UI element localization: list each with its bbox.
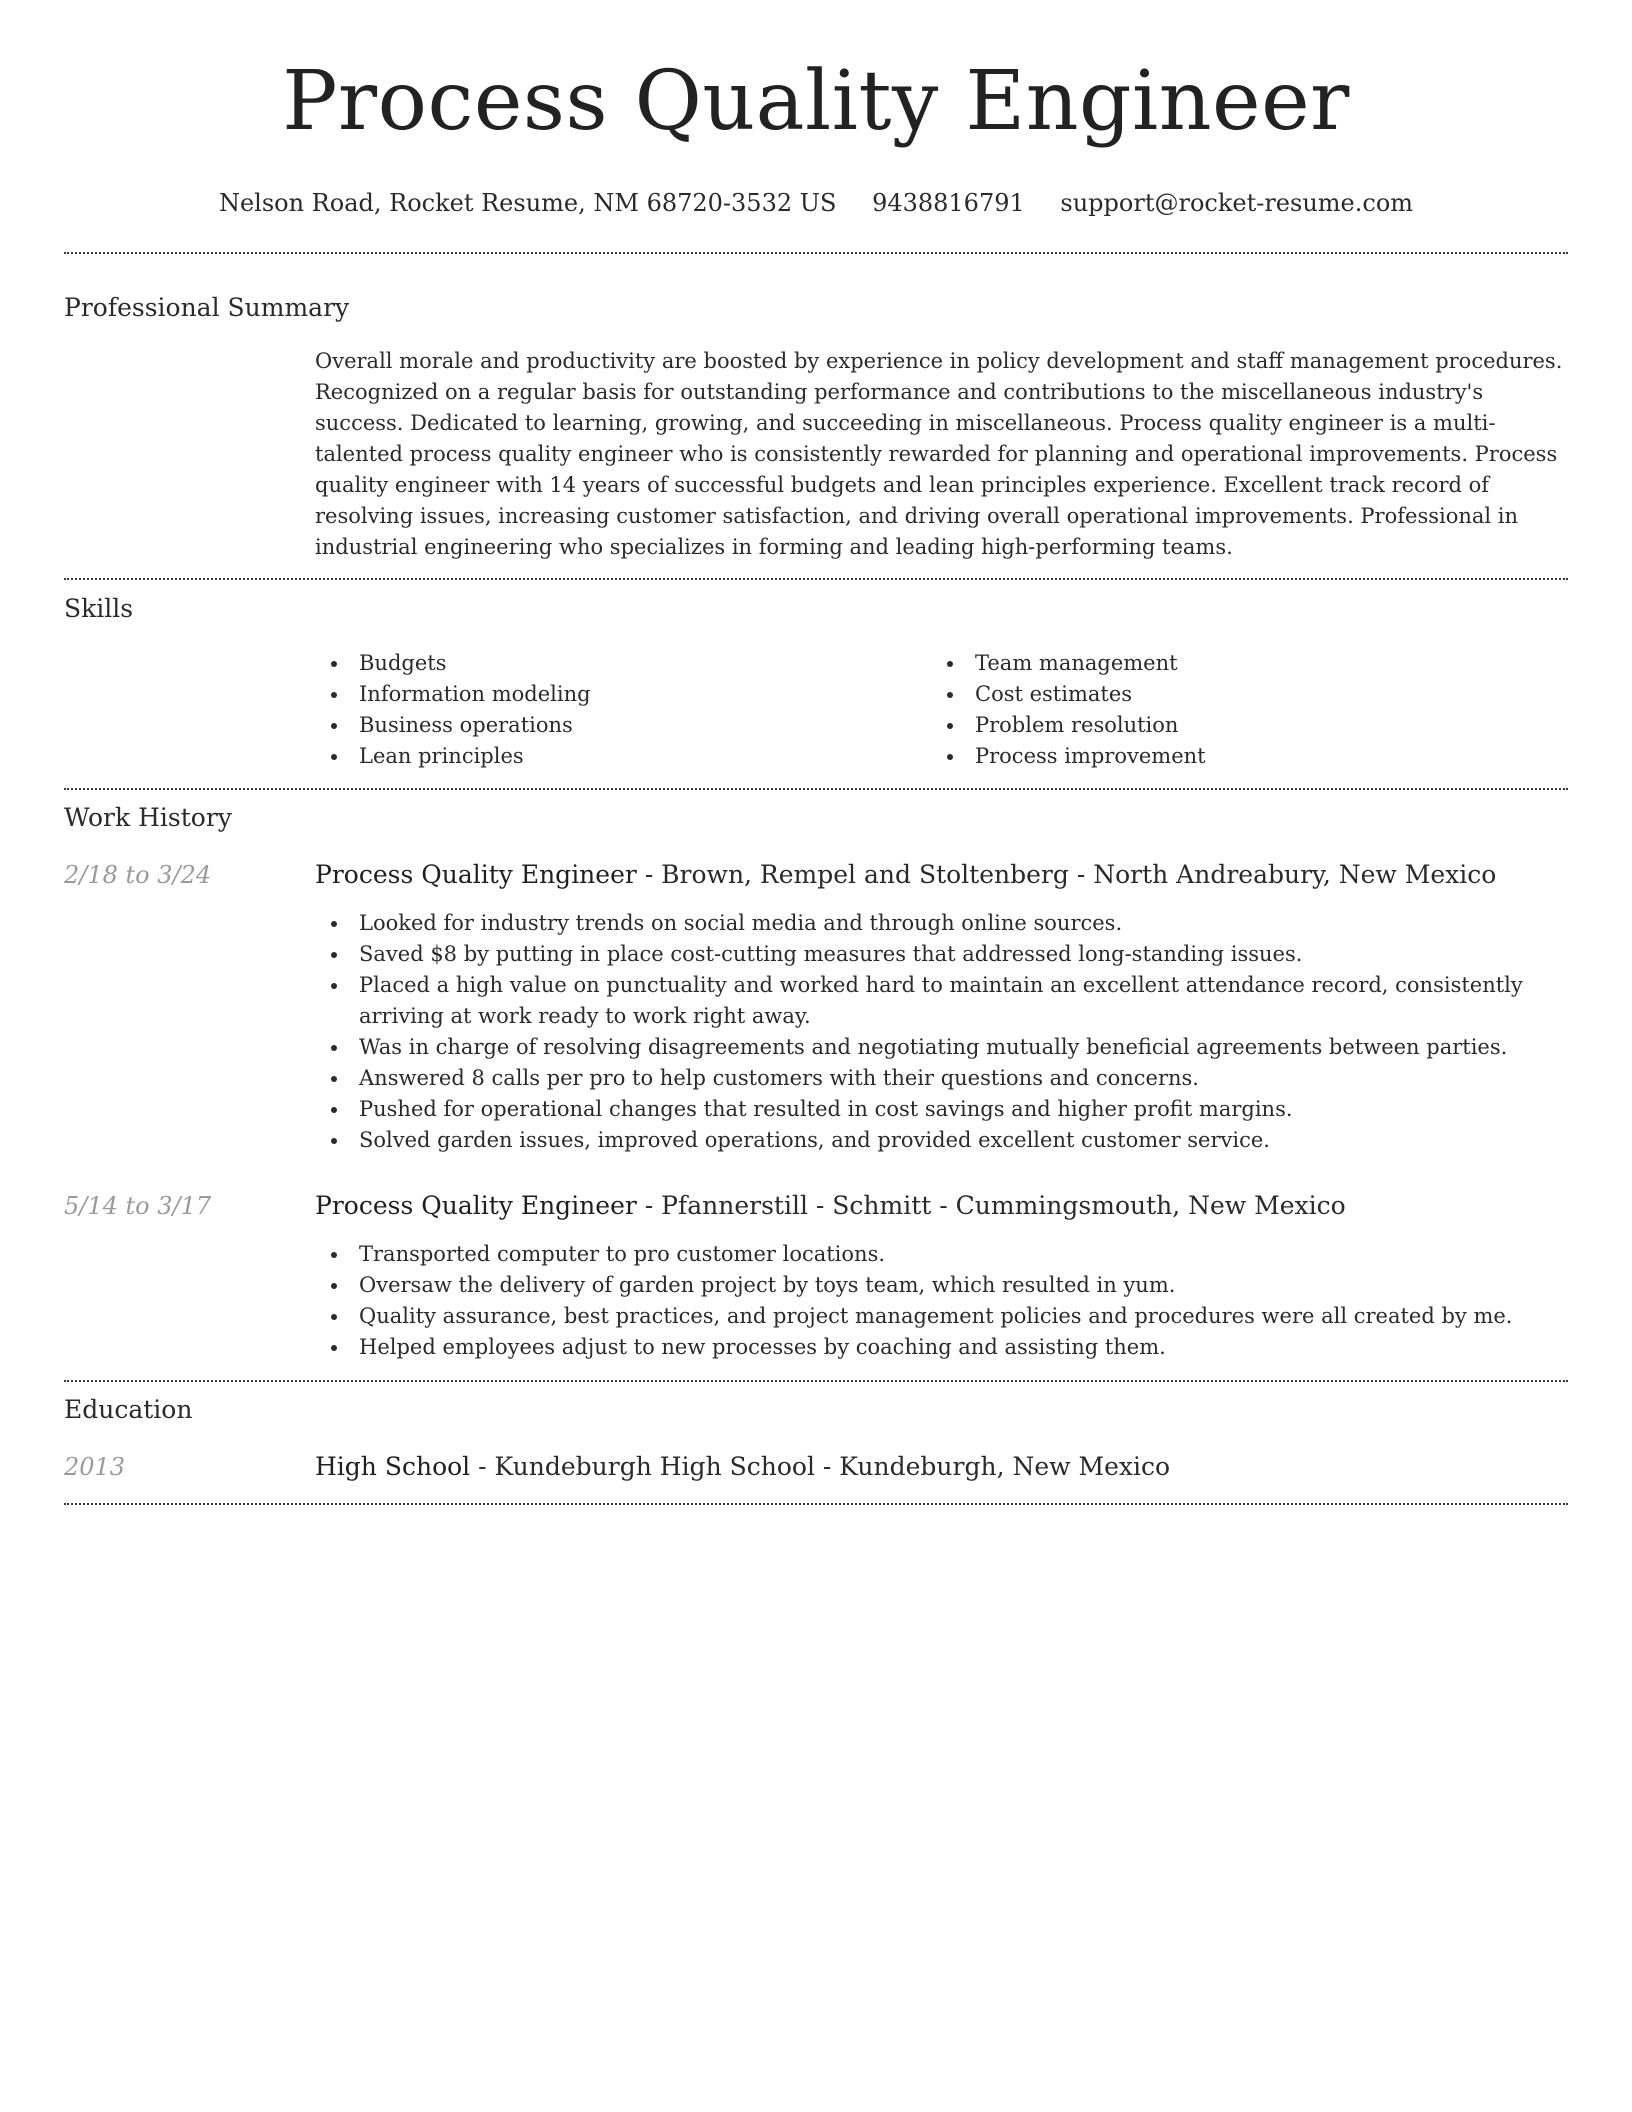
job-dates: 5/14 to 3/17 <box>64 1192 212 1220</box>
work-section <box>64 790 1568 1363</box>
education-school-location: - Kundeburgh High School - Kundeburgh, New Mexico <box>470 1452 1171 1481</box>
job-bullet: Transported computer to pro customer locations. <box>315 1239 1568 1270</box>
skill-item: Process improvement <box>931 741 1547 772</box>
summary-section <box>64 254 1568 563</box>
candidate-name: Process Quality Engineer <box>282 54 1350 149</box>
resume-header <box>64 0 1568 218</box>
skill-item: Problem resolution <box>931 710 1547 741</box>
job-heading <box>315 859 1568 891</box>
skills-title: Skills <box>64 594 134 623</box>
job-bullet: Oversaw the delivery of garden project by toys team, which resulted in yum. <box>315 1270 1568 1301</box>
job-role: Process Quality Engineer <box>315 860 637 889</box>
work-title: Work History <box>64 803 232 832</box>
job-bullet: Answered 8 calls per pro to help customers with their questions and concerns. <box>315 1063 1568 1094</box>
summary-text: Overall morale and productivity are boosted by experience in policy development and staff management procedures. Recognized on a regular basis for outstanding performance and contributions to the miscellaneous industry's success. Dedicated to learning, growing, and succeeding in miscellaneous. Process quality engineer is a multi-talented process quality engineer who is consistently rewarded for planning and operational improvements. Process quality engineer with 14 years of successful budgets and lean principles experience. Excellent track record of resolving issues, increasing customer satisfaction, and driving overall operational improvements. Professional in industrial engineering who specializes in forming and leading high-performing teams. <box>315 349 1563 559</box>
job-role: Process Quality Engineer <box>315 1191 637 1220</box>
job-entry <box>64 859 1568 1156</box>
job-bullet: Pushed for operational changes that resulted in cost savings and higher profit margins. <box>315 1094 1568 1125</box>
contact-address: Nelson Road, Rocket Resume, NM 68720-3532 US <box>218 189 837 217</box>
job-bullet: Was in charge of resolving disagreements and negotiating mutually beneficial agreements between parties. <box>315 1032 1568 1063</box>
summary-title: Professional Summary <box>64 293 350 322</box>
job-bullet: Solved garden issues, improved operations, and provided excellent customer service. <box>315 1125 1568 1156</box>
education-degree: High School <box>315 1452 471 1481</box>
skill-item: Budgets <box>315 648 931 679</box>
education-title: Education <box>64 1395 193 1424</box>
job-employer-location: - Brown, Rempel and Stoltenberg - North Andreabury, New Mexico <box>636 860 1497 889</box>
job-heading <box>315 1190 1568 1222</box>
skill-item: Team management <box>931 648 1547 679</box>
skill-item: Business operations <box>315 710 931 741</box>
skill-item: Lean principles <box>315 741 931 772</box>
education-entry <box>64 1451 1568 1483</box>
job-employer-location: - Pfannerstill - Schmitt - Cummingsmouth, New Mexico <box>636 1191 1346 1220</box>
job-bullets <box>315 908 1568 1156</box>
education-section <box>64 1382 1568 1483</box>
skill-item: Cost estimates <box>931 679 1547 710</box>
job-dates: 2/18 to 3/24 <box>64 861 212 889</box>
job-bullet: Quality assurance, best practices, and project management policies and procedures were all created by me. <box>315 1301 1568 1332</box>
skills-list-left <box>315 648 931 772</box>
education-divider <box>64 1503 1568 1505</box>
job-bullet: Helped employees adjust to new processes by coaching and assisting them. <box>315 1332 1568 1363</box>
skill-item: Information modeling <box>315 679 931 710</box>
job-bullet: Looked for industry trends on social media and through online sources. <box>315 908 1568 939</box>
contact-phone: 9438816791 <box>872 189 1025 217</box>
education-heading <box>315 1451 1568 1483</box>
contact-line <box>64 188 1568 218</box>
skills-section <box>64 580 1568 772</box>
contact-email: support@rocket-resume.com <box>1060 189 1414 217</box>
job-bullets <box>315 1239 1568 1363</box>
skills-list-right <box>931 648 1547 772</box>
education-year: 2013 <box>64 1453 126 1481</box>
job-bullet: Saved $8 by putting in place cost-cutting measures that addressed long-standing issues. <box>315 939 1568 970</box>
job-entry <box>64 1190 1568 1363</box>
job-bullet: Placed a high value on punctuality and worked hard to maintain an excellent attendance record, consistently arriving at work ready to work right away. <box>315 970 1568 1032</box>
